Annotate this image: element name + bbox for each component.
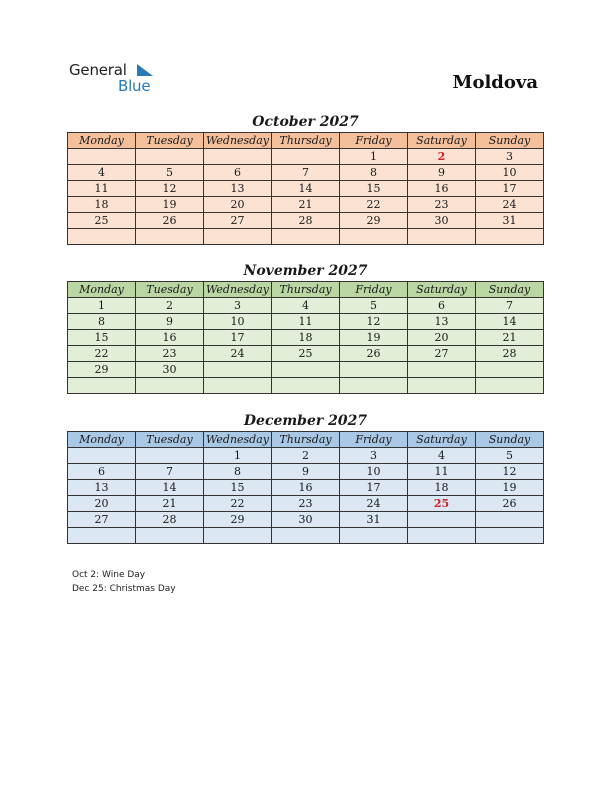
month-title: November 2027 [243, 263, 368, 279]
empty-day-cell [204, 229, 272, 245]
week-row [68, 464, 544, 480]
empty-day-cell [340, 229, 408, 245]
day-cell: 18 [408, 480, 476, 496]
day-cell: 15 [340, 181, 408, 197]
day-cell: 23 [136, 346, 204, 362]
day-cell: 20 [204, 197, 272, 213]
day-cell: 20 [408, 330, 476, 346]
month-november [67, 261, 544, 394]
day-cell: 30 [272, 512, 340, 528]
day-cell: 2 [408, 149, 476, 165]
empty-day-cell [68, 448, 136, 464]
day-cell: 26 [136, 213, 204, 229]
weekday-header: Wednesday [204, 432, 272, 448]
day-cell: 26 [476, 496, 544, 512]
day-cell: 4 [272, 298, 340, 314]
day-cell: 11 [408, 464, 476, 480]
empty-day-cell [408, 512, 476, 528]
empty-day-cell [476, 362, 544, 378]
day-cell: 1 [68, 298, 136, 314]
week-row [68, 298, 544, 314]
empty-day-cell [272, 149, 340, 165]
day-cell: 21 [272, 197, 340, 213]
day-cell: 14 [476, 314, 544, 330]
day-cell: 28 [136, 512, 204, 528]
empty-day-cell [408, 528, 476, 544]
day-cell: 14 [272, 181, 340, 197]
day-cell: 26 [340, 346, 408, 362]
day-cell: 28 [272, 213, 340, 229]
empty-day-cell [204, 362, 272, 378]
week-row [68, 213, 544, 229]
weekday-header-row [68, 282, 544, 298]
month-october [67, 112, 544, 245]
empty-day-cell [204, 378, 272, 394]
empty-day-cell [272, 378, 340, 394]
empty-day-cell [136, 448, 204, 464]
weekday-header: Sunday [476, 432, 544, 448]
day-cell: 2 [136, 298, 204, 314]
week-row [68, 330, 544, 346]
empty-day-cell [476, 528, 544, 544]
weekday-header: Thursday [272, 133, 340, 149]
day-cell: 6 [204, 165, 272, 181]
weekday-header: Friday [340, 133, 408, 149]
day-cell: 25 [408, 496, 476, 512]
day-cell: 23 [272, 496, 340, 512]
day-cell: 19 [136, 197, 204, 213]
day-cell: 17 [340, 480, 408, 496]
empty-day-cell [408, 362, 476, 378]
weekday-header: Friday [340, 282, 408, 298]
day-cell: 3 [340, 448, 408, 464]
day-cell: 22 [68, 346, 136, 362]
day-cell: 8 [340, 165, 408, 181]
empty-day-cell [68, 149, 136, 165]
empty-day-cell [136, 149, 204, 165]
weekday-header: Tuesday [136, 282, 204, 298]
day-cell: 22 [340, 197, 408, 213]
empty-day-cell [408, 229, 476, 245]
day-cell: 9 [136, 314, 204, 330]
week-row [68, 181, 544, 197]
day-cell: 11 [68, 181, 136, 197]
day-cell: 21 [136, 496, 204, 512]
day-cell: 10 [204, 314, 272, 330]
day-cell: 16 [272, 480, 340, 496]
empty-day-cell [136, 528, 204, 544]
day-cell: 5 [136, 165, 204, 181]
day-cell: 10 [340, 464, 408, 480]
day-cell: 25 [272, 346, 340, 362]
empty-day-cell [68, 229, 136, 245]
week-row [68, 378, 544, 394]
logo-triangle-icon [135, 63, 155, 77]
empty-day-cell [340, 528, 408, 544]
day-cell: 12 [340, 314, 408, 330]
weekday-header-row [68, 432, 544, 448]
day-cell: 24 [204, 346, 272, 362]
day-cell: 1 [204, 448, 272, 464]
day-cell: 1 [340, 149, 408, 165]
week-row [68, 314, 544, 330]
weekday-header: Tuesday [136, 432, 204, 448]
weekday-header: Thursday [272, 432, 340, 448]
day-cell: 9 [272, 464, 340, 480]
holiday-note: Oct 2: Wine Day [72, 570, 146, 580]
day-cell: 31 [476, 213, 544, 229]
empty-day-cell [68, 378, 136, 394]
day-cell: 8 [68, 314, 136, 330]
week-row [68, 346, 544, 362]
day-cell: 19 [340, 330, 408, 346]
day-cell: 7 [476, 298, 544, 314]
day-cell: 20 [68, 496, 136, 512]
weekday-header-row [68, 133, 544, 149]
calendar-table [67, 281, 544, 394]
day-cell: 7 [136, 464, 204, 480]
week-row [68, 480, 544, 496]
day-cell: 27 [408, 346, 476, 362]
day-cell: 23 [408, 197, 476, 213]
day-cell: 12 [136, 181, 204, 197]
empty-day-cell [476, 229, 544, 245]
empty-day-cell [136, 378, 204, 394]
week-row [68, 448, 544, 464]
day-cell: 27 [68, 512, 136, 528]
empty-day-cell [340, 362, 408, 378]
day-cell: 4 [68, 165, 136, 181]
empty-day-cell [408, 378, 476, 394]
country-title: Moldova [452, 72, 538, 93]
day-cell: 12 [476, 464, 544, 480]
day-cell: 8 [204, 464, 272, 480]
day-cell: 16 [408, 181, 476, 197]
day-cell: 10 [476, 165, 544, 181]
weekday-header: Tuesday [136, 133, 204, 149]
weekday-header: Thursday [272, 282, 340, 298]
empty-day-cell [68, 528, 136, 544]
week-row [68, 496, 544, 512]
day-cell: 14 [136, 480, 204, 496]
day-cell: 27 [204, 213, 272, 229]
weekday-header: Monday [68, 133, 136, 149]
day-cell: 31 [340, 512, 408, 528]
week-row [68, 197, 544, 213]
day-cell: 16 [136, 330, 204, 346]
weekday-header: Friday [340, 432, 408, 448]
day-cell: 24 [340, 496, 408, 512]
weekday-header: Sunday [476, 282, 544, 298]
day-cell: 18 [68, 197, 136, 213]
week-row [68, 165, 544, 181]
weekday-header: Saturday [408, 133, 476, 149]
day-cell: 28 [476, 346, 544, 362]
day-cell: 13 [408, 314, 476, 330]
weekday-header: Saturday [408, 282, 476, 298]
day-cell: 21 [476, 330, 544, 346]
empty-day-cell [476, 512, 544, 528]
day-cell: 9 [408, 165, 476, 181]
day-cell: 7 [272, 165, 340, 181]
generalblue-logo [69, 61, 159, 97]
day-cell: 29 [204, 512, 272, 528]
day-cell: 22 [204, 496, 272, 512]
empty-day-cell [272, 229, 340, 245]
day-cell: 15 [204, 480, 272, 496]
day-cell: 3 [476, 149, 544, 165]
day-cell: 25 [68, 213, 136, 229]
empty-day-cell [476, 378, 544, 394]
day-cell: 6 [408, 298, 476, 314]
week-row [68, 229, 544, 245]
empty-day-cell [204, 149, 272, 165]
day-cell: 18 [272, 330, 340, 346]
day-cell: 19 [476, 480, 544, 496]
logo-text-blue: Blue [118, 77, 151, 95]
day-cell: 30 [136, 362, 204, 378]
weekday-header: Sunday [476, 133, 544, 149]
day-cell: 5 [476, 448, 544, 464]
empty-day-cell [272, 362, 340, 378]
weekday-header: Monday [68, 432, 136, 448]
logo-text-general: General [69, 61, 127, 79]
weekday-header: Saturday [408, 432, 476, 448]
calendar-table [67, 431, 544, 544]
weekday-header: Wednesday [204, 133, 272, 149]
day-cell: 15 [68, 330, 136, 346]
holiday-notes [72, 568, 176, 596]
empty-day-cell [272, 528, 340, 544]
weekday-header: Monday [68, 282, 136, 298]
day-cell: 29 [340, 213, 408, 229]
empty-day-cell [136, 229, 204, 245]
day-cell: 6 [68, 464, 136, 480]
day-cell: 11 [272, 314, 340, 330]
calendar-table [67, 132, 544, 245]
month-december [67, 411, 544, 544]
month-title: October 2027 [252, 114, 359, 130]
day-cell: 13 [68, 480, 136, 496]
day-cell: 13 [204, 181, 272, 197]
empty-day-cell [204, 528, 272, 544]
week-row [68, 149, 544, 165]
day-cell: 5 [340, 298, 408, 314]
week-row [68, 528, 544, 544]
day-cell: 4 [408, 448, 476, 464]
day-cell: 2 [272, 448, 340, 464]
day-cell: 29 [68, 362, 136, 378]
day-cell: 24 [476, 197, 544, 213]
month-title: December 2027 [243, 413, 368, 429]
day-cell: 17 [476, 181, 544, 197]
day-cell: 3 [204, 298, 272, 314]
week-row [68, 512, 544, 528]
day-cell: 30 [408, 213, 476, 229]
empty-day-cell [340, 378, 408, 394]
day-cell: 17 [204, 330, 272, 346]
weekday-header: Wednesday [204, 282, 272, 298]
holiday-note: Dec 25: Christmas Day [72, 584, 176, 594]
week-row [68, 362, 544, 378]
